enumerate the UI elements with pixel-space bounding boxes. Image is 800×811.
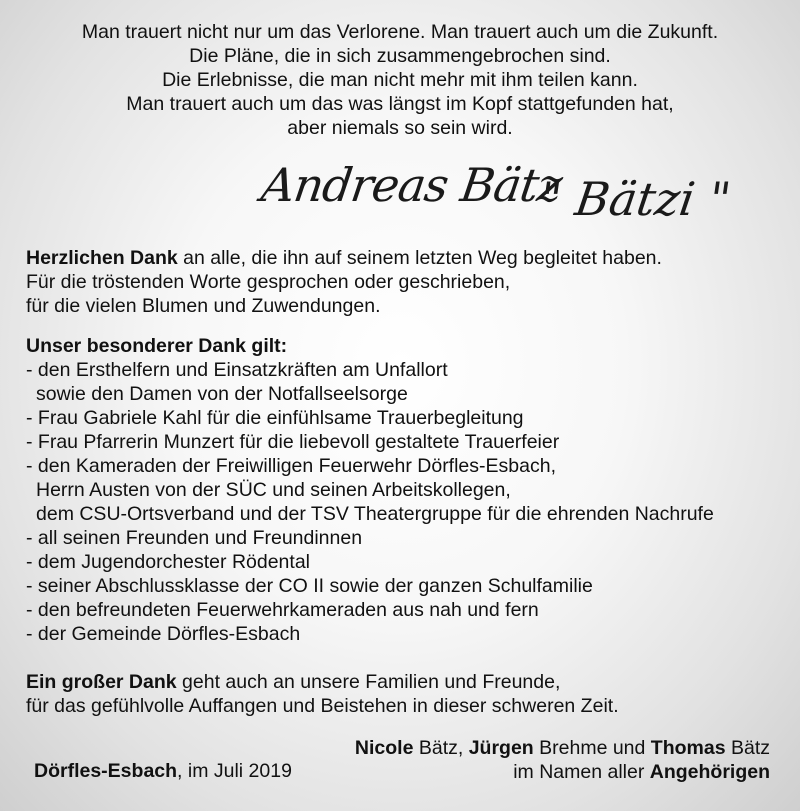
thanks-lead (26, 246, 662, 270)
signer-first-name: Nicole (354, 737, 414, 759)
list-item: sowie den Damen von der Notfallseelsorge (36, 383, 408, 405)
signer-first-name: Thomas (650, 737, 726, 759)
poem-line: aber niemals so sein wird. (287, 117, 513, 139)
list-item: dem CSU-Ortsverband und der TSV Theatergruppe für die ehrenden Nachrufe (36, 503, 714, 525)
date-text: , im Juli 2019 (177, 760, 292, 782)
place: Dörfles-Esbach (34, 760, 178, 782)
list-item: - den Ersthelfern und Einsatzkräften am Unfallort (26, 359, 448, 381)
on-behalf-text: im Namen aller (513, 761, 650, 783)
special-thanks-list (26, 334, 714, 646)
thanks-paragraph (26, 246, 662, 318)
closing-paragraph (26, 670, 619, 718)
signer-first-name: Jürgen (468, 737, 534, 759)
poem-line: Man trauert nicht nur um das Verlorene. Man trauert auch um die Zukunft. (81, 21, 719, 43)
signers-line (355, 736, 770, 760)
closing-lead (26, 670, 619, 694)
closing-lead-rest: geht auch an unsere Familien und Freunde, (176, 671, 561, 693)
poem-line: Die Erlebnisse, die man nicht mehr mit ihm teilen kann. (162, 69, 638, 91)
thanks-lead-bold: Herzlichen Dank (26, 247, 178, 269)
thanks-line: für die vielen Blumen und Zuwendungen. (26, 295, 381, 317)
signer-last-name: Bätz (725, 737, 770, 759)
special-thanks-heading: Unser besonderer Dank gilt: (26, 335, 288, 357)
thanks-line: Für die tröstenden Worte gesprochen oder geschrieben, (26, 271, 511, 293)
list-item: Herrn Austen von der SÜC und seinen Arbeitskollegen, (36, 479, 511, 501)
list-item: - Frau Pfarrerin Munzert für die liebevoll gestaltete Trauerfeier (26, 431, 560, 453)
on-behalf-line (355, 760, 770, 784)
signer-last-name: Bätz, (413, 737, 469, 759)
list-item: - der Gemeinde Dörfles-Esbach (26, 623, 301, 645)
signer-last-name: Brehme und (533, 737, 651, 759)
poem-line: Die Pläne, die in sich zusammengebrochen sind. (189, 45, 611, 67)
signers-block (355, 736, 770, 784)
relatives: Angehörigen (649, 761, 770, 783)
poem (0, 20, 800, 140)
poem-line: Man trauert auch um das was längst im Kopf stattgefunden hat, (126, 93, 674, 115)
closing-line: für das gefühlvolle Auffangen und Beistehen in dieser schweren Zeit. (26, 695, 619, 717)
list-item: - seiner Abschlussklasse der CO II sowie der ganzen Schulfamilie (26, 575, 593, 597)
list-item: - den Kameraden der Freiwilligen Feuerwehr Dörfles-Esbach, (26, 455, 556, 477)
list-item: - dem Jugendorchester Rödental (26, 551, 310, 573)
deceased-name: Andreas Bätz (258, 158, 565, 212)
thanks-lead-rest: an alle, die ihn auf seinem letzten Weg begleitet haben. (177, 247, 662, 269)
closing-lead-bold: Ein großer Dank (26, 671, 177, 693)
list-item: - den befreundeten Feuerwehrkameraden aus nah und fern (26, 599, 539, 621)
deceased-name-row (0, 150, 800, 230)
deceased-nickname: " Bätzi " (536, 172, 735, 226)
place-date (34, 759, 292, 783)
list-item: - Frau Gabriele Kahl für die einfühlsame Trauerbegleitung (26, 407, 524, 429)
list-item: - all seinen Freunden und Freundinnen (26, 527, 363, 549)
